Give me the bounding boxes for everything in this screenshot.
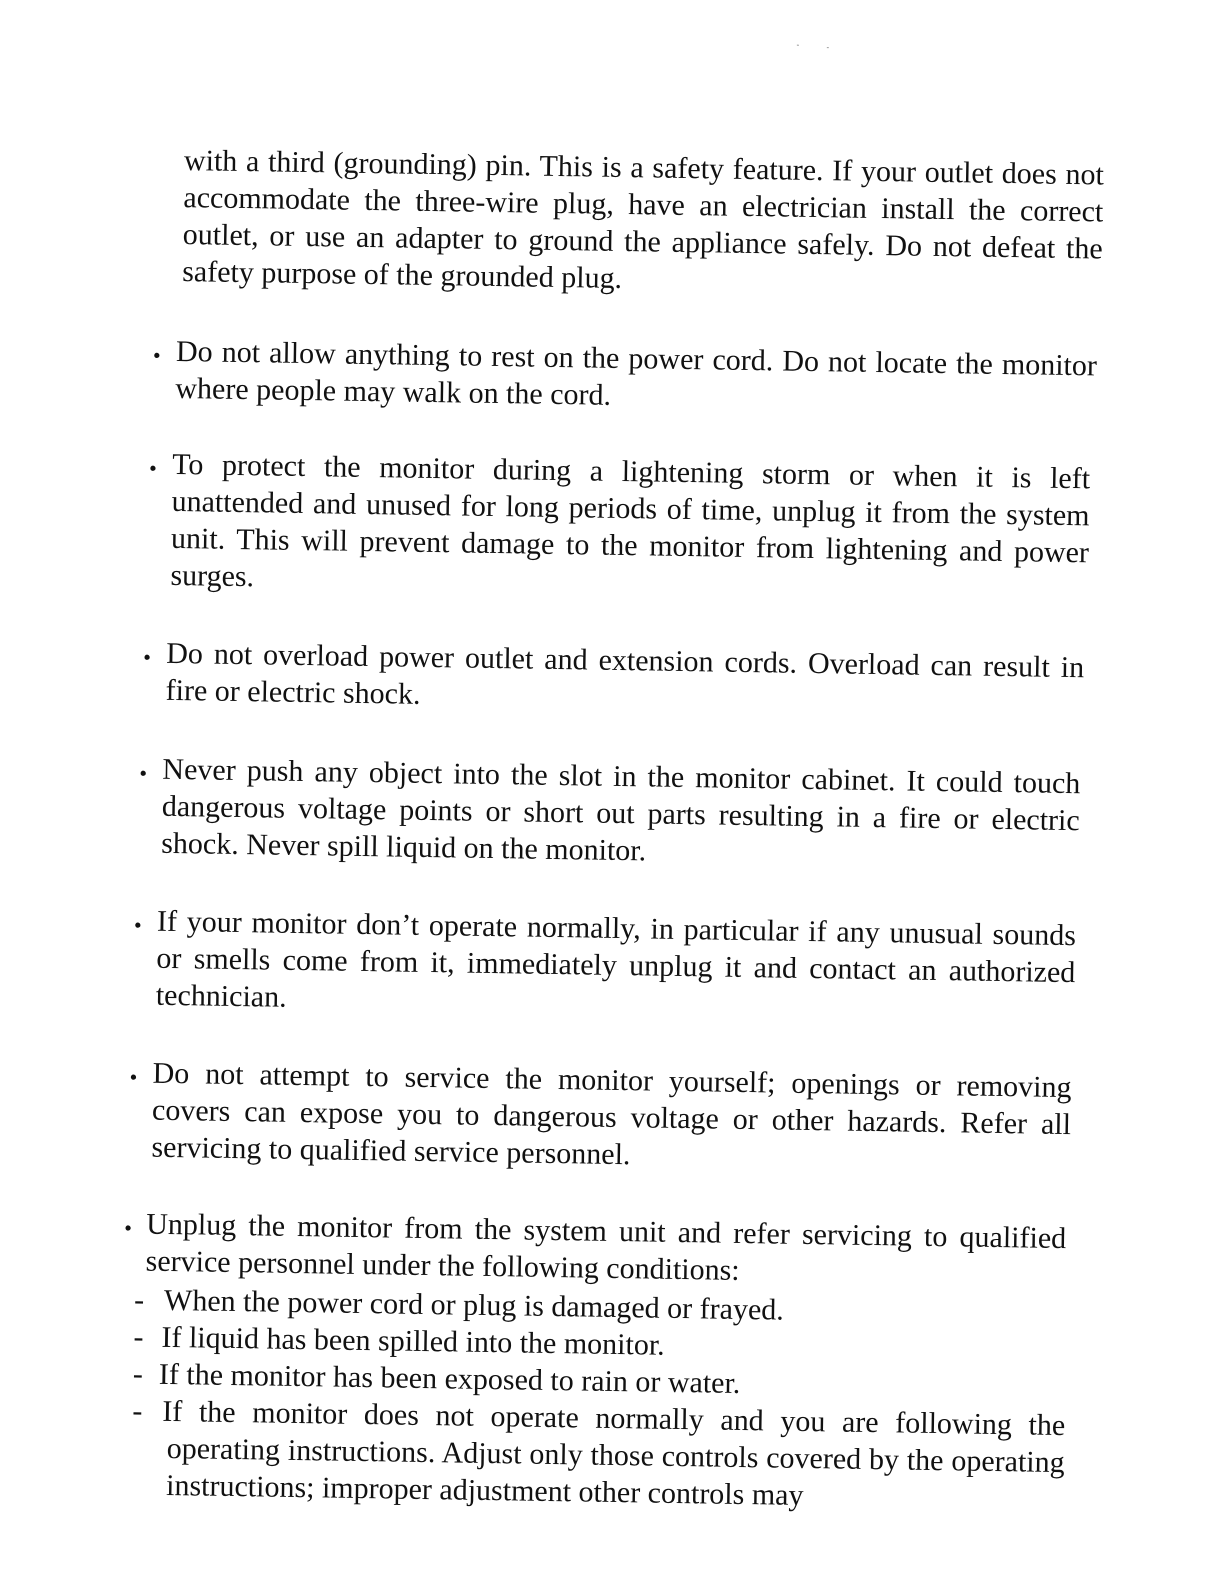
condition-marker: - [132,1394,143,1428]
bullet-text: Do not overload power outlet and extension cords. Overload can result in fire or electric shock. [165,636,1085,711]
bullet-marker: • [124,1215,133,1241]
bullet-marker: • [139,760,148,786]
bullet-text: Do not attempt to service the monitor yourself; openings or removing covers can expose you to dangerous voltage or other hazards. Refer all servicing to qualified service personnel. [151,1056,1072,1172]
condition-text: If the monitor does not operate normally and you are following the operating instructions. Adjust only those controls covered by the operating instructions; improper adjustment other controls may [162,1394,1066,1512]
bullet-marker: • [152,342,161,368]
bullet-marker: • [148,455,158,481]
bullet-text: If your monitor don’t operate normally, in particular if any unusual sounds or smells come from it, immediately unplug it and contact an authorized technician. [155,904,1077,1014]
scan-speck [827,47,829,48]
condition-text: If the monitor has been exposed to rain or water. [158,1357,741,1400]
bullet-item [175,333,1097,421]
bullet-item [151,1055,1072,1180]
bullet-text: Never push any object into the slot in the monitor cabinet. It could touch dangerous voltage points or short out parts resulting in a fire or electric shock. Never spill liquid on the monitor. [161,752,1081,868]
condition-item [161,1393,1066,1518]
bullet-marker: • [129,1064,138,1090]
bullet-marker: • [142,644,152,670]
bullet-item [145,1206,1066,1294]
condition-marker: - [132,1357,144,1391]
bullet-item [170,446,1090,608]
condition-text: When the power cord or plug is damaged or frayed. [163,1283,785,1327]
bullet-text: Unplug the monitor from the system unit and refer servicing to qualified service personnel under the following conditions: [145,1207,1067,1287]
condition-marker: - [133,1283,145,1317]
scan-speck [797,45,799,46]
condition-marker: - [133,1320,144,1354]
bullet-marker: • [133,912,142,938]
bullet-item [161,751,1081,876]
condition-text: If liquid has been spilled into the monitor. [161,1320,665,1362]
bullet-item [165,635,1084,723]
intro-paragraph [182,142,1104,304]
intro-text: with a third (grounding) pin. This is a safety feature. If your outlet does not accommodate the three-wire plug, have an electrician install the correct outlet, or use an adapter to ground the appliance safely. Do not defeat the safety purpose of the grounded plug. [181,144,1105,295]
bullet-text: To protect the monitor during a lightening storm or when it is left unattended and unused for long periods of time, unplug it from the system unit. This will prevent damage to the monitor from lightening and power surges. [170,447,1091,594]
bullet-text: Do not allow anything to rest on the power cord. Do not locate the monitor where people may walk on the cord. [175,334,1098,412]
bullet-item [156,903,1077,1028]
